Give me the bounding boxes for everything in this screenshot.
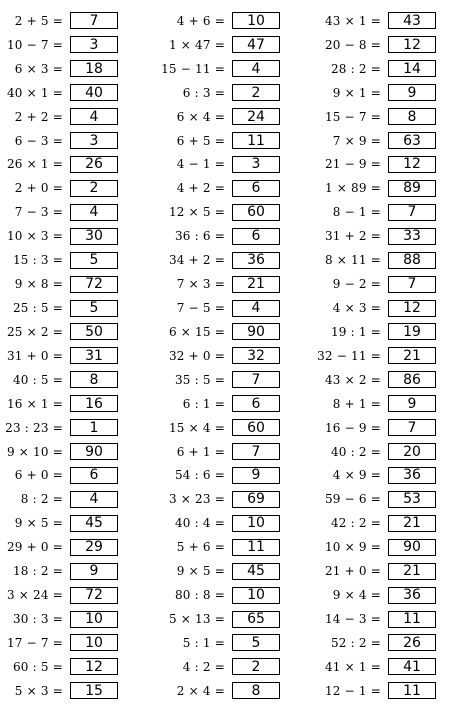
- problem-row: [300, 129, 436, 153]
- problem-row: [300, 176, 436, 200]
- problem-column-3: [300, 9, 436, 703]
- problem-expression: 20 − 8 =: [324, 37, 381, 52]
- answer-box[interactable]: 8: [388, 108, 436, 125]
- problem-expression: 5 × 3 =: [14, 683, 63, 698]
- answer-box[interactable]: 8: [232, 682, 280, 699]
- answer-box[interactable]: 30: [70, 228, 118, 245]
- answer-box[interactable]: 10: [70, 634, 118, 651]
- problem-expression: 12 − 1 =: [324, 683, 381, 698]
- problem-expression: 35 : 5 =: [174, 372, 225, 387]
- problem-row: [0, 464, 118, 488]
- answer-box[interactable]: 4: [232, 60, 280, 77]
- problem-expression: 15 − 11 =: [161, 61, 225, 76]
- problem-row: [0, 487, 118, 511]
- problem-expression: 6 + 5 =: [176, 133, 225, 148]
- answer-box[interactable]: 4: [232, 300, 280, 317]
- problem-expression: 30 : 3 =: [12, 612, 63, 626]
- problem-row: [0, 559, 118, 583]
- answer-box[interactable]: 4: [70, 108, 118, 125]
- answer-box[interactable]: 20: [388, 443, 436, 460]
- answer-box[interactable]: 90: [388, 539, 436, 556]
- problem-row: [0, 9, 118, 33]
- problem-expression: 6 + 1 =: [176, 444, 225, 459]
- problem-expression: 21 + 0 =: [324, 564, 381, 579]
- problem-row: [300, 607, 436, 631]
- problem-row: [300, 511, 436, 535]
- problem-expression: 40 : 2 =: [330, 444, 381, 459]
- answer-box[interactable]: 21: [232, 276, 280, 293]
- problem-expression: 5 : 1 =: [182, 635, 225, 650]
- problem-expression: 23 : 23 =: [5, 420, 63, 435]
- problem-row: [149, 344, 280, 368]
- problem-row: [149, 679, 280, 703]
- problem-expression: 4 − 1 =: [176, 157, 225, 172]
- problem-row: [0, 272, 118, 296]
- problem-row: [149, 559, 280, 583]
- problem-row: [300, 296, 436, 320]
- problem-row: [0, 224, 118, 248]
- answer-box[interactable]: 11: [388, 611, 436, 628]
- answer-box[interactable]: 86: [388, 371, 436, 388]
- problem-expression: 4 × 9 =: [332, 468, 381, 483]
- answer-box[interactable]: 50: [70, 323, 118, 340]
- problem-expression: 7 − 5 =: [176, 301, 225, 316]
- problem-expression: 26 × 1 =: [6, 157, 63, 172]
- problem-expression: 7 × 3 =: [176, 277, 225, 292]
- answer-box[interactable]: 5: [70, 300, 118, 317]
- problem-expression: 2 × 4 =: [176, 683, 225, 698]
- problem-expression: 25 : 5 =: [12, 301, 63, 316]
- answer-box[interactable]: 36: [388, 587, 436, 604]
- answer-box[interactable]: 6: [232, 180, 280, 197]
- problem-expression: 9 × 1 =: [332, 85, 381, 100]
- problem-row: [0, 129, 118, 153]
- problem-expression: 8 : 2 =: [20, 492, 63, 507]
- problem-expression: 4 + 6 =: [176, 13, 225, 28]
- answer-box[interactable]: 90: [232, 323, 280, 340]
- problem-expression: 12 × 5 =: [168, 205, 225, 220]
- problem-row: [300, 440, 436, 464]
- problem-row: [149, 105, 280, 129]
- problem-expression: 42 : 2 =: [330, 516, 381, 531]
- problem-row: [149, 320, 280, 344]
- problem-row: [149, 368, 280, 392]
- answer-box[interactable]: 32: [232, 347, 280, 364]
- problem-row: [149, 272, 280, 296]
- problem-row: [149, 248, 280, 272]
- answer-box[interactable]: 1: [70, 419, 118, 436]
- problem-expression: 9 − 2 =: [332, 277, 381, 292]
- problem-row: [149, 33, 280, 57]
- answer-box[interactable]: 90: [70, 443, 118, 460]
- problem-expression: 6 + 0 =: [14, 468, 63, 483]
- problem-row: [0, 57, 118, 81]
- problem-row: [300, 392, 436, 416]
- problem-column-1: [0, 9, 118, 703]
- answer-box[interactable]: 72: [70, 276, 118, 293]
- answer-box[interactable]: 6: [232, 228, 280, 245]
- problem-expression: 21 − 9 =: [324, 157, 381, 172]
- answer-box[interactable]: 7: [232, 443, 280, 460]
- problem-expression: 8 × 11 =: [324, 253, 381, 268]
- problem-expression: 1 × 47 =: [168, 37, 225, 52]
- answer-box[interactable]: 7: [388, 276, 436, 293]
- problem-expression: 6 × 3 =: [14, 61, 63, 76]
- problem-row: [0, 81, 118, 105]
- problem-row: [300, 368, 436, 392]
- problem-expression: 36 : 6 =: [174, 229, 225, 244]
- answer-box[interactable]: 36: [232, 252, 280, 269]
- problem-expression: 29 + 0 =: [6, 540, 63, 555]
- answer-box[interactable]: 69: [232, 491, 280, 508]
- problem-expression: 4 × 3 =: [332, 301, 381, 316]
- answer-box[interactable]: 4: [70, 491, 118, 508]
- answer-box[interactable]: 8: [70, 371, 118, 388]
- problem-expression: 25 × 2 =: [6, 324, 63, 339]
- problem-row: [300, 81, 436, 105]
- answer-box[interactable]: 60: [232, 419, 280, 436]
- answer-box[interactable]: 3: [232, 156, 280, 173]
- problem-expression: 4 : 2 =: [182, 659, 225, 674]
- problem-row: [300, 464, 436, 488]
- problem-row: [0, 416, 118, 440]
- answer-box[interactable]: 10: [70, 611, 118, 628]
- problem-expression: 34 + 2 =: [168, 253, 225, 268]
- problem-expression: 6 : 1 =: [182, 396, 225, 411]
- problem-expression: 9 × 5 =: [176, 564, 225, 579]
- problem-row: [300, 559, 436, 583]
- problem-row: [0, 248, 118, 272]
- problem-expression: 43 × 2 =: [324, 372, 381, 387]
- problem-row: [149, 296, 280, 320]
- problem-row: [300, 679, 436, 703]
- answer-box[interactable]: 88: [388, 252, 436, 269]
- answer-box[interactable]: 72: [70, 587, 118, 604]
- answer-box[interactable]: 2: [232, 658, 280, 675]
- problem-row: [149, 9, 280, 33]
- problem-row: [300, 631, 436, 655]
- problem-row: [300, 57, 436, 81]
- answer-box[interactable]: 33: [388, 228, 436, 245]
- problem-expression: 14 − 3 =: [324, 612, 381, 626]
- problem-expression: 16 × 1 =: [6, 396, 63, 411]
- answer-box[interactable]: 21: [388, 347, 436, 364]
- problem-expression: 52 : 2 =: [330, 635, 381, 650]
- problem-expression: 2 + 5 =: [14, 13, 63, 28]
- problem-row: [149, 416, 280, 440]
- problem-expression: 3 × 24 =: [6, 588, 63, 603]
- answer-box[interactable]: 12: [70, 658, 118, 675]
- answer-box[interactable]: 45: [232, 563, 280, 580]
- answer-box[interactable]: 15: [70, 682, 118, 699]
- answer-box[interactable]: 10: [232, 587, 280, 604]
- problem-row: [149, 57, 280, 81]
- problem-row: [0, 583, 118, 607]
- answer-box[interactable]: 26: [388, 634, 436, 651]
- answer-box[interactable]: 9: [70, 563, 118, 580]
- answer-box[interactable]: 12: [388, 156, 436, 173]
- problem-expression: 3 × 23 =: [168, 492, 225, 507]
- problem-expression: 43 × 1 =: [324, 13, 381, 28]
- problem-row: [149, 224, 280, 248]
- answer-box[interactable]: 7: [388, 204, 436, 221]
- problem-row: [0, 296, 118, 320]
- problem-expression: 7 × 9 =: [332, 133, 381, 148]
- problem-expression: 7 − 3 =: [14, 205, 63, 220]
- problem-expression: 5 × 13 =: [168, 612, 225, 626]
- problem-expression: 6 : 3 =: [182, 85, 225, 100]
- problem-row: [0, 535, 118, 559]
- problem-row: [0, 440, 118, 464]
- answer-box[interactable]: 10: [232, 515, 280, 532]
- answer-box[interactable]: 65: [232, 611, 280, 628]
- problem-expression: 9 × 5 =: [14, 516, 63, 531]
- problem-row: [300, 416, 436, 440]
- problem-expression: 15 × 4 =: [168, 420, 225, 435]
- problem-row: [149, 607, 280, 631]
- problem-expression: 15 : 3 =: [12, 253, 63, 268]
- answer-box[interactable]: 21: [388, 515, 436, 532]
- answer-box[interactable]: 21: [388, 563, 436, 580]
- problem-row: [300, 320, 436, 344]
- answer-box[interactable]: 11: [232, 539, 280, 556]
- answer-box[interactable]: 5: [232, 634, 280, 651]
- problem-row: [300, 344, 436, 368]
- problem-expression: 59 − 6 =: [324, 492, 381, 507]
- problem-row: [149, 81, 280, 105]
- answer-box[interactable]: 63: [388, 132, 436, 149]
- problem-expression: 17 − 7 =: [6, 635, 63, 650]
- problem-row: [149, 487, 280, 511]
- problem-row: [0, 33, 118, 57]
- answer-box[interactable]: 12: [388, 36, 436, 53]
- problem-row: [300, 272, 436, 296]
- answer-box[interactable]: 9: [232, 467, 280, 484]
- answer-box[interactable]: 3: [70, 36, 118, 53]
- answer-box[interactable]: 9: [388, 395, 436, 412]
- problem-row: [0, 105, 118, 129]
- problem-row: [300, 583, 436, 607]
- answer-box[interactable]: 4: [70, 204, 118, 221]
- problem-expression: 2 + 0 =: [14, 181, 63, 196]
- problem-row: [149, 535, 280, 559]
- answer-box[interactable]: 40: [70, 84, 118, 101]
- answer-box[interactable]: 11: [232, 132, 280, 149]
- problem-expression: 10 × 3 =: [6, 229, 63, 244]
- problem-row: [149, 153, 280, 177]
- problem-row: [300, 535, 436, 559]
- problem-row: [0, 153, 118, 177]
- answer-box[interactable]: 2: [70, 180, 118, 197]
- problem-expression: 1 × 89 =: [324, 181, 381, 196]
- answer-box[interactable]: 26: [70, 156, 118, 173]
- problem-expression: 31 + 2 =: [324, 229, 381, 244]
- problem-column-2: [149, 9, 280, 703]
- problem-expression: 8 − 1 =: [332, 205, 381, 220]
- answer-box[interactable]: 41: [388, 658, 436, 675]
- answer-box[interactable]: 31: [70, 347, 118, 364]
- problem-row: [149, 440, 280, 464]
- answer-box[interactable]: 7: [232, 371, 280, 388]
- answer-box[interactable]: 18: [70, 60, 118, 77]
- problem-row: [0, 631, 118, 655]
- problem-row: [0, 511, 118, 535]
- answer-box[interactable]: 12: [388, 300, 436, 317]
- answer-box[interactable]: 2: [232, 84, 280, 101]
- problem-expression: 8 + 1 =: [332, 396, 381, 411]
- answer-box[interactable]: 6: [232, 395, 280, 412]
- problem-expression: 6 − 3 =: [14, 133, 63, 148]
- problem-expression: 18 : 2 =: [12, 564, 63, 579]
- problem-row: [0, 392, 118, 416]
- answer-box[interactable]: 9: [388, 84, 436, 101]
- problem-row: [149, 200, 280, 224]
- problem-expression: 6 × 4 =: [176, 109, 225, 124]
- problem-row: [149, 464, 280, 488]
- problem-row: [0, 344, 118, 368]
- problem-expression: 19 : 1 =: [330, 324, 381, 339]
- problem-expression: 5 + 6 =: [176, 540, 225, 555]
- answer-box[interactable]: 5: [70, 252, 118, 269]
- problem-row: [0, 368, 118, 392]
- problem-expression: 32 − 11 =: [317, 348, 381, 363]
- problem-row: [149, 392, 280, 416]
- problem-expression: 4 + 2 =: [176, 181, 225, 196]
- problem-expression: 41 × 1 =: [324, 659, 381, 674]
- problem-row: [0, 679, 118, 703]
- problem-row: [149, 583, 280, 607]
- answer-box[interactable]: 36: [388, 467, 436, 484]
- problem-row: [0, 176, 118, 200]
- problem-expression: 54 : 6 =: [174, 468, 225, 483]
- problem-expression: 80 : 8 =: [174, 588, 225, 603]
- answer-box[interactable]: 43: [388, 12, 436, 29]
- problem-row: [0, 200, 118, 224]
- problem-row: [300, 105, 436, 129]
- answer-box[interactable]: 6: [70, 467, 118, 484]
- problem-row: [149, 511, 280, 535]
- answer-box[interactable]: 7: [388, 419, 436, 436]
- answer-box[interactable]: 45: [70, 515, 118, 532]
- answer-box[interactable]: 47: [232, 36, 280, 53]
- problem-expression: 6 × 15 =: [168, 324, 225, 339]
- problem-row: [0, 320, 118, 344]
- answer-box[interactable]: 16: [70, 395, 118, 412]
- problem-expression: 9 × 10 =: [6, 444, 63, 459]
- problem-expression: 60 : 5 =: [12, 659, 63, 674]
- problem-row: [149, 655, 280, 679]
- problem-row: [149, 631, 280, 655]
- problem-expression: 15 − 7 =: [324, 109, 381, 124]
- problem-expression: 10 − 7 =: [6, 37, 63, 52]
- problem-expression: 9 × 4 =: [332, 588, 381, 603]
- problem-row: [300, 248, 436, 272]
- answer-box[interactable]: 10: [232, 12, 280, 29]
- problem-expression: 9 × 8 =: [14, 277, 63, 292]
- problem-expression: 40 : 4 =: [174, 516, 225, 531]
- problem-expression: 31 + 0 =: [6, 348, 63, 363]
- problem-row: [300, 224, 436, 248]
- answer-box[interactable]: 19: [388, 323, 436, 340]
- answer-box[interactable]: 11: [388, 682, 436, 699]
- problem-expression: 2 + 2 =: [14, 109, 63, 124]
- problem-row: [149, 129, 280, 153]
- problem-expression: 28 : 2 =: [330, 61, 381, 76]
- problem-row: [300, 9, 436, 33]
- answer-box[interactable]: 53: [388, 491, 436, 508]
- problem-row: [300, 655, 436, 679]
- answer-box[interactable]: 24: [232, 108, 280, 125]
- answer-box[interactable]: 14: [388, 60, 436, 77]
- answer-box[interactable]: 7: [70, 12, 118, 29]
- problem-row: [149, 176, 280, 200]
- problem-expression: 10 × 9 =: [324, 540, 381, 555]
- answer-box[interactable]: 3: [70, 132, 118, 149]
- answer-box[interactable]: 29: [70, 539, 118, 556]
- problem-row: [300, 153, 436, 177]
- answer-box[interactable]: 89: [388, 180, 436, 197]
- problem-expression: 32 + 0 =: [168, 348, 225, 363]
- answer-box[interactable]: 60: [232, 204, 280, 221]
- problem-row: [300, 487, 436, 511]
- problem-expression: 40 : 5 =: [12, 372, 63, 387]
- problem-row: [0, 607, 118, 631]
- problem-row: [300, 33, 436, 57]
- problem-expression: 40 × 1 =: [6, 85, 63, 100]
- problem-row: [0, 655, 118, 679]
- problem-row: [300, 200, 436, 224]
- problem-expression: 16 − 9 =: [324, 420, 381, 435]
